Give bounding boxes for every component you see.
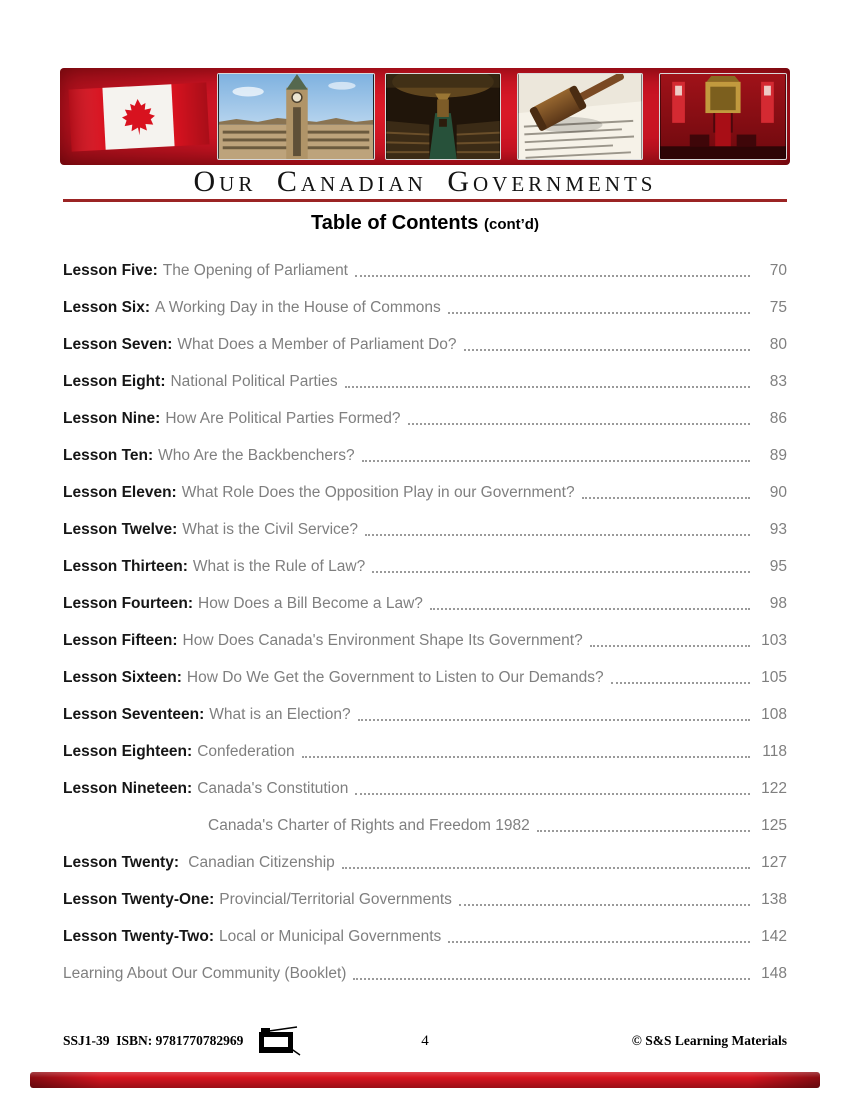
toc-entry-page: 138: [761, 891, 787, 908]
toc-entry-label: Lesson Sixteen:: [63, 669, 182, 686]
toc-leader-dots: [355, 275, 750, 277]
toc-heading: [0, 211, 850, 237]
toc-entry-page: 142: [761, 928, 787, 945]
footer-isbn: SSJ1-39 ISBN: 9781770782969: [63, 1033, 244, 1048]
toc-entry-page: 80: [769, 336, 787, 353]
toc-leader-dots: [430, 608, 750, 610]
toc-entry-title: How Does a Bill Become a Law?: [198, 595, 423, 612]
toc-leader-dots: [408, 423, 751, 425]
toc-entry: [63, 337, 787, 353]
toc-entry-label: Lesson Fifteen:: [63, 632, 178, 649]
toc-entry: [63, 744, 787, 760]
toc-entry-title: Canadian Citizenship: [183, 854, 335, 871]
toc-entry-label: Lesson Eleven:: [63, 484, 177, 501]
toc-entry-page: 89: [769, 447, 787, 464]
toc-entry-label: Lesson Nine:: [63, 410, 161, 427]
toc-entry: [63, 448, 787, 464]
toc-entry: [63, 411, 787, 427]
toc-entry-title: Learning About Our Community (Booklet): [63, 965, 347, 982]
footer-copyright: © S&S Learning Materials: [631, 1033, 787, 1048]
toc-entry: [63, 670, 787, 686]
toc-entry-title: Canada's Constitution: [197, 780, 349, 797]
house-of-commons-photo: [385, 73, 501, 160]
toc-leader-dots: [582, 497, 750, 499]
toc-entry-title: What is the Rule of Law?: [192, 558, 366, 575]
toc-entry-title: Provincial/Territorial Governments: [219, 891, 452, 908]
toc-entry-title: A Working Day in the House of Commons: [155, 299, 441, 316]
parliament-peace-tower-photo: [217, 73, 375, 160]
toc-leader-dots: [372, 571, 750, 573]
toc-heading-note: (cont’d): [483, 216, 539, 233]
toc-entry: [63, 559, 787, 575]
toc-leader-dots: [448, 941, 750, 943]
toc-entry-label: Lesson Fourteen:: [63, 595, 194, 612]
toc-leader-dots: [590, 645, 750, 647]
title-divider-rule: [63, 199, 787, 202]
toc-leader-dots: [358, 719, 750, 721]
toc-leader-dots: [459, 904, 750, 906]
toc-entry-label: Lesson Twenty:: [63, 854, 179, 871]
toc-entry: [63, 263, 787, 279]
page-footer: [63, 1024, 787, 1058]
toc-entry-title: Who Are the Backbenchers?: [158, 447, 355, 464]
toc-entry-page: 90: [769, 484, 787, 501]
toc-entry-title: How Do We Get the Government to Listen to Our Demands?: [186, 669, 604, 686]
toc-entry-title: What Does a Member of Parliament Do?: [177, 336, 457, 353]
toc-entry: [63, 596, 787, 612]
toc-entry-page: 83: [769, 373, 787, 390]
toc-leader-dots: [345, 386, 750, 388]
toc-entry-title: Confederation: [197, 743, 295, 760]
toc-entry-page: 70: [769, 262, 787, 279]
toc-entry: [63, 892, 787, 908]
toc-leader-dots: [353, 978, 750, 980]
toc-entry-label: Lesson Twenty-Two:: [63, 928, 214, 945]
toc-entry-title: Canada's Charter of Rights and Freedom 1982: [208, 817, 530, 834]
toc-entry: [63, 818, 787, 834]
toc-entry-label: Lesson Eight:: [63, 373, 166, 390]
toc-entry: [63, 929, 787, 945]
toc-entry-page: 105: [761, 669, 787, 686]
gavel-photo: [517, 73, 643, 160]
toc-leader-dots: [537, 830, 750, 832]
photo-banner: [60, 68, 790, 165]
publisher-logo-icon: [255, 1025, 301, 1057]
toc-leader-dots: [355, 793, 750, 795]
toc-leader-dots: [365, 534, 750, 536]
toc-entry-title: What is an Election?: [209, 706, 351, 723]
toc-leader-dots: [611, 682, 750, 684]
footer-page-number: 4: [421, 1032, 429, 1049]
toc-entry: [63, 855, 787, 871]
toc-leader-dots: [362, 460, 750, 462]
toc-entry-label: Lesson Seven:: [63, 336, 173, 353]
toc-entry-label: Lesson Thirteen:: [63, 558, 188, 575]
toc-entry-label: Lesson Nineteen:: [63, 780, 193, 797]
toc-entry-label: Lesson Eighteen:: [63, 743, 193, 760]
toc-entry-label: Lesson Ten:: [63, 447, 154, 464]
toc-entry-title: The Opening of Parliament: [162, 262, 348, 279]
page-title: Our Canadian Governments: [193, 165, 657, 198]
toc-entry-title: What Role Does the Opposition Play in our Government?: [181, 484, 575, 501]
toc-entry-page: 93: [769, 521, 787, 538]
toc-entry: [63, 966, 787, 982]
toc-entry-page: 127: [761, 854, 787, 871]
toc-entry: [63, 374, 787, 390]
toc-entry: [63, 707, 787, 723]
toc-entry: [63, 522, 787, 538]
toc-entry-page: 148: [761, 965, 787, 982]
toc-entry-title: Local or Municipal Governments: [218, 928, 442, 945]
toc-entry: [63, 633, 787, 649]
toc-entry-page: 103: [761, 632, 787, 649]
toc-leader-dots: [464, 349, 750, 351]
toc-entry-page: 75: [769, 299, 787, 316]
toc-entry-page: 86: [769, 410, 787, 427]
toc-heading-text: Table of Contents: [311, 212, 479, 234]
toc-entry-page: 95: [769, 558, 787, 575]
toc-entry: [63, 485, 787, 501]
bottom-red-bar: [30, 1072, 820, 1088]
toc-entry-label: Lesson Twelve:: [63, 521, 178, 538]
toc-leader-dots: [342, 867, 750, 869]
toc-leader-dots: [448, 312, 750, 314]
toc-entry-page: 118: [762, 743, 787, 760]
toc-entry-page: 125: [761, 817, 787, 834]
toc-entry-page: 108: [761, 706, 787, 723]
toc-list: [63, 263, 787, 1003]
toc-entry-title: What is the Civil Service?: [182, 521, 359, 538]
senate-chamber-photo: [659, 73, 787, 160]
toc-entry-title: How Are Political Parties Formed?: [165, 410, 401, 427]
toc-entry-title: National Political Parties: [170, 373, 338, 390]
toc-entry-page: 122: [761, 780, 787, 797]
toc-entry-page: 98: [769, 595, 787, 612]
toc-entry-title: How Does Canada's Environment Shape Its Government?: [182, 632, 583, 649]
toc-entry-label: Lesson Six:: [63, 299, 150, 316]
toc-entry: [63, 300, 787, 316]
toc-leader-dots: [302, 756, 750, 758]
toc-entry-label: Lesson Twenty-One:: [63, 891, 215, 908]
toc-entry-label: Lesson Seventeen:: [63, 706, 205, 723]
canadian-flag-photo: [63, 73, 215, 160]
toc-entry-label: Lesson Five:: [63, 262, 158, 279]
toc-entry: [63, 781, 787, 797]
